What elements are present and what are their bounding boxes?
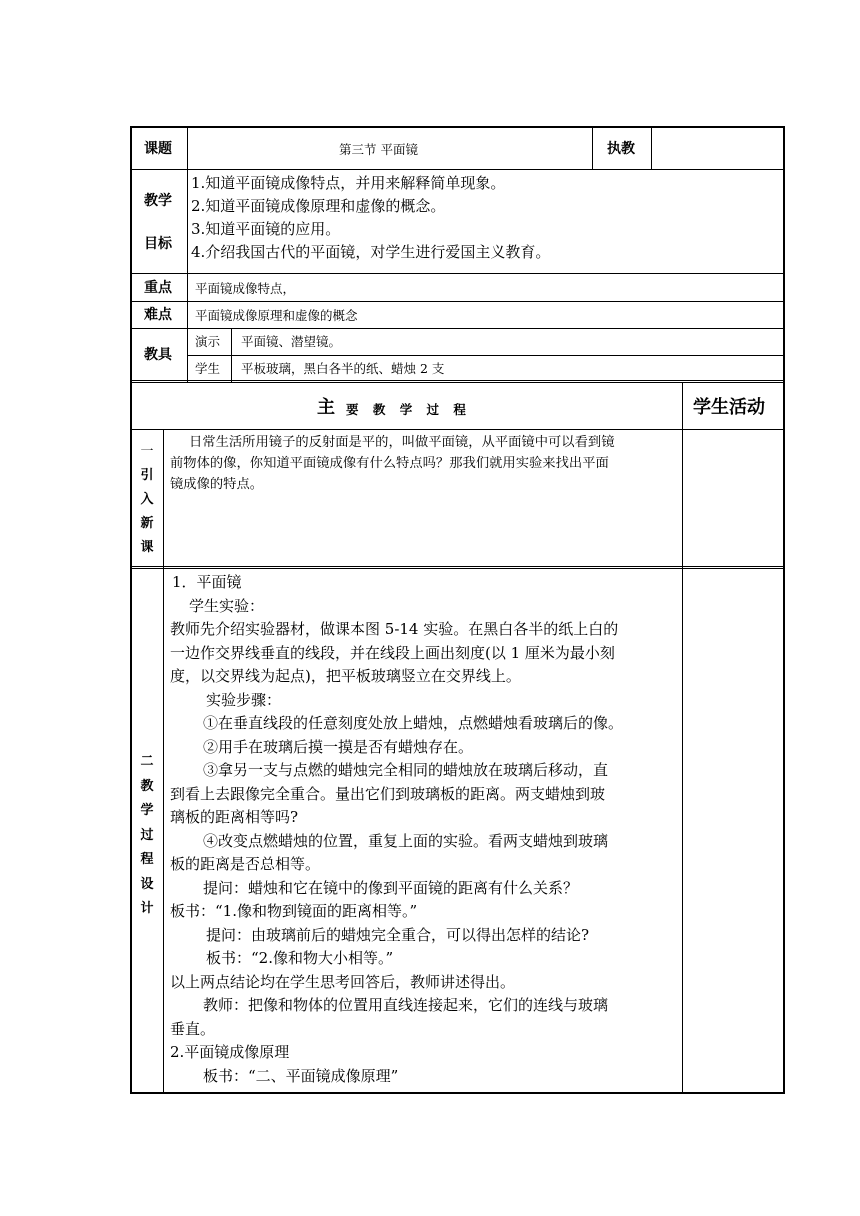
section2-line: 教师先介绍实验器材，做课本图 5-14 实验。在黑白各半的纸上白的 [170,620,619,638]
section2-line: 垂直。 [170,1019,216,1038]
objectives-label-2: 目标 [144,236,172,252]
row-divider [187,355,784,356]
section2-label-char: 二 [140,754,154,769]
teacher-label: 执教 [607,141,635,157]
col-divider [651,127,652,170]
objectives-label-1: 教学 [144,193,172,209]
key-point-value: 平面镜成像特点， [195,281,296,296]
section2-line: 以上两点结论均在学生思考回答后，教师讲述得出。 [170,972,516,991]
difficulty-value: 平面镜成像原理和虚像的概念 [195,308,358,323]
section2-text [170,571,623,1088]
key-point-label: 重点 [144,280,172,296]
objective-item: 4.介绍我国古代的平面镜，对学生进行爱国主义教育。 [191,243,551,261]
section2-line: ①在垂直线段的任意刻度处放上蜡烛，点燃蜡烛看玻璃后的像。 [203,714,624,732]
section1-line: 前物体的像，你知道平面镜成像有什么特点吗？那我们就用实验来找出平面 [170,456,609,471]
section1-label-char: 课 [140,540,154,555]
equipment-demo-label: 演示 [195,334,221,349]
col-divider [592,127,593,170]
row-divider [131,328,784,329]
double-divider [131,380,784,383]
objective-item: 2.知道平面镜成像原理和虚像的概念。 [191,197,446,215]
section2-line: 实验步骤： [206,690,282,709]
row-divider [131,169,784,170]
section2-line: ②用手在玻璃后摸一摸是否有蜡烛存在。 [203,737,474,756]
section2-line: 提问：蜡烛和它在镜中的像到平面镜的距离有什么关系？ [203,878,579,897]
section2-line: ③拿另一支与点燃的蜡烛完全相同的蜡烛放在玻璃后移动，直 [203,761,609,779]
equipment-label: 教具 [144,347,172,363]
section2-label [137,750,157,922]
section2-label-char: 计 [140,901,154,916]
section2-line: 板书：“2.像和物大小相等。” [206,949,394,967]
section2-line: 板书：“1.像和物到镜面的距离相等。” [170,902,418,920]
objective-item: 1.知道平面镜成像特点，并用来解释简单现象。 [191,174,506,192]
section1-line: 日常生活所用镜子的反射面是平的，叫做平面镜，从平面镜中可以看到镜 [189,435,615,450]
row-divider [131,301,784,302]
section1-text [170,432,615,495]
section2-line: 2.平面镜成像原理 [170,1043,290,1061]
double-divider [131,566,784,569]
process-title-rest: 要 教 学 过 程 [346,402,466,417]
section2-line: ④改变点燃蜡烛的位置，重复上面的实验。看两支蜡烛到玻璃 [203,831,609,850]
row-divider [131,273,784,274]
section2-label-char: 教 [140,778,154,794]
difficulty-label: 难点 [144,307,172,323]
col-divider [231,328,232,382]
topic-value: 第三节 平面镜 [339,142,418,157]
section2-line: 一边作交界线垂直的线段，并在线段上画出刻度(以 1 厘米为最小刻 [170,643,615,662]
equipment-demo-value: 平面镜、潜望镜。 [241,334,342,349]
section2-line: 到看上去跟像完全重合。量出它们到玻璃板的距离。两支蜡烛到玻 [170,784,606,803]
col-divider [187,127,188,382]
process-title-main: 主 [317,397,335,418]
section1-label-char: 引 [140,468,154,483]
section2-line: 1．平面镜 [172,573,242,591]
section2-label-char: 设 [140,876,154,892]
section2-label-char: 学 [140,803,154,818]
section1-label-char: 入 [140,492,154,507]
equipment-student-label: 学生 [195,361,221,376]
row-divider [131,429,784,430]
section2-line: 提问：由玻璃前后的蜡烛完全重合，可以得出怎样的结论? [206,925,590,944]
section2-line: 学生实验： [189,596,265,615]
section2-label-char: 程 [140,852,154,867]
objectives-list [191,172,550,264]
section2-line: 教师：把像和物体的位置用直线连接起来，它们的连线与玻璃 [203,996,609,1014]
objective-item: 3.知道平面镜的应用。 [191,220,341,238]
section1-line: 镜成像的特点。 [170,477,264,492]
equipment-student-value: 平板玻璃，黑白各半的纸、蜡烛 2 支 [241,361,445,376]
section1-label [137,440,157,560]
section1-label-char: 一 [140,444,154,459]
topic-label: 课题 [144,141,172,157]
section2-line: 板书：“二、平面镜成像原理” [203,1066,399,1085]
section1-label-char: 新 [140,516,154,531]
section2-label-char: 过 [140,827,154,843]
student-activity-header: 学生活动 [693,397,765,418]
section2-line: 璃板的距离相等吗? [170,808,299,826]
col-divider [682,383,683,1093]
section2-line: 板的距离是否总相等。 [170,855,321,873]
col-divider [163,429,164,1093]
section2-line: 度，以交界线为起点)，把平板玻璃竖立在交界线上。 [170,667,521,685]
